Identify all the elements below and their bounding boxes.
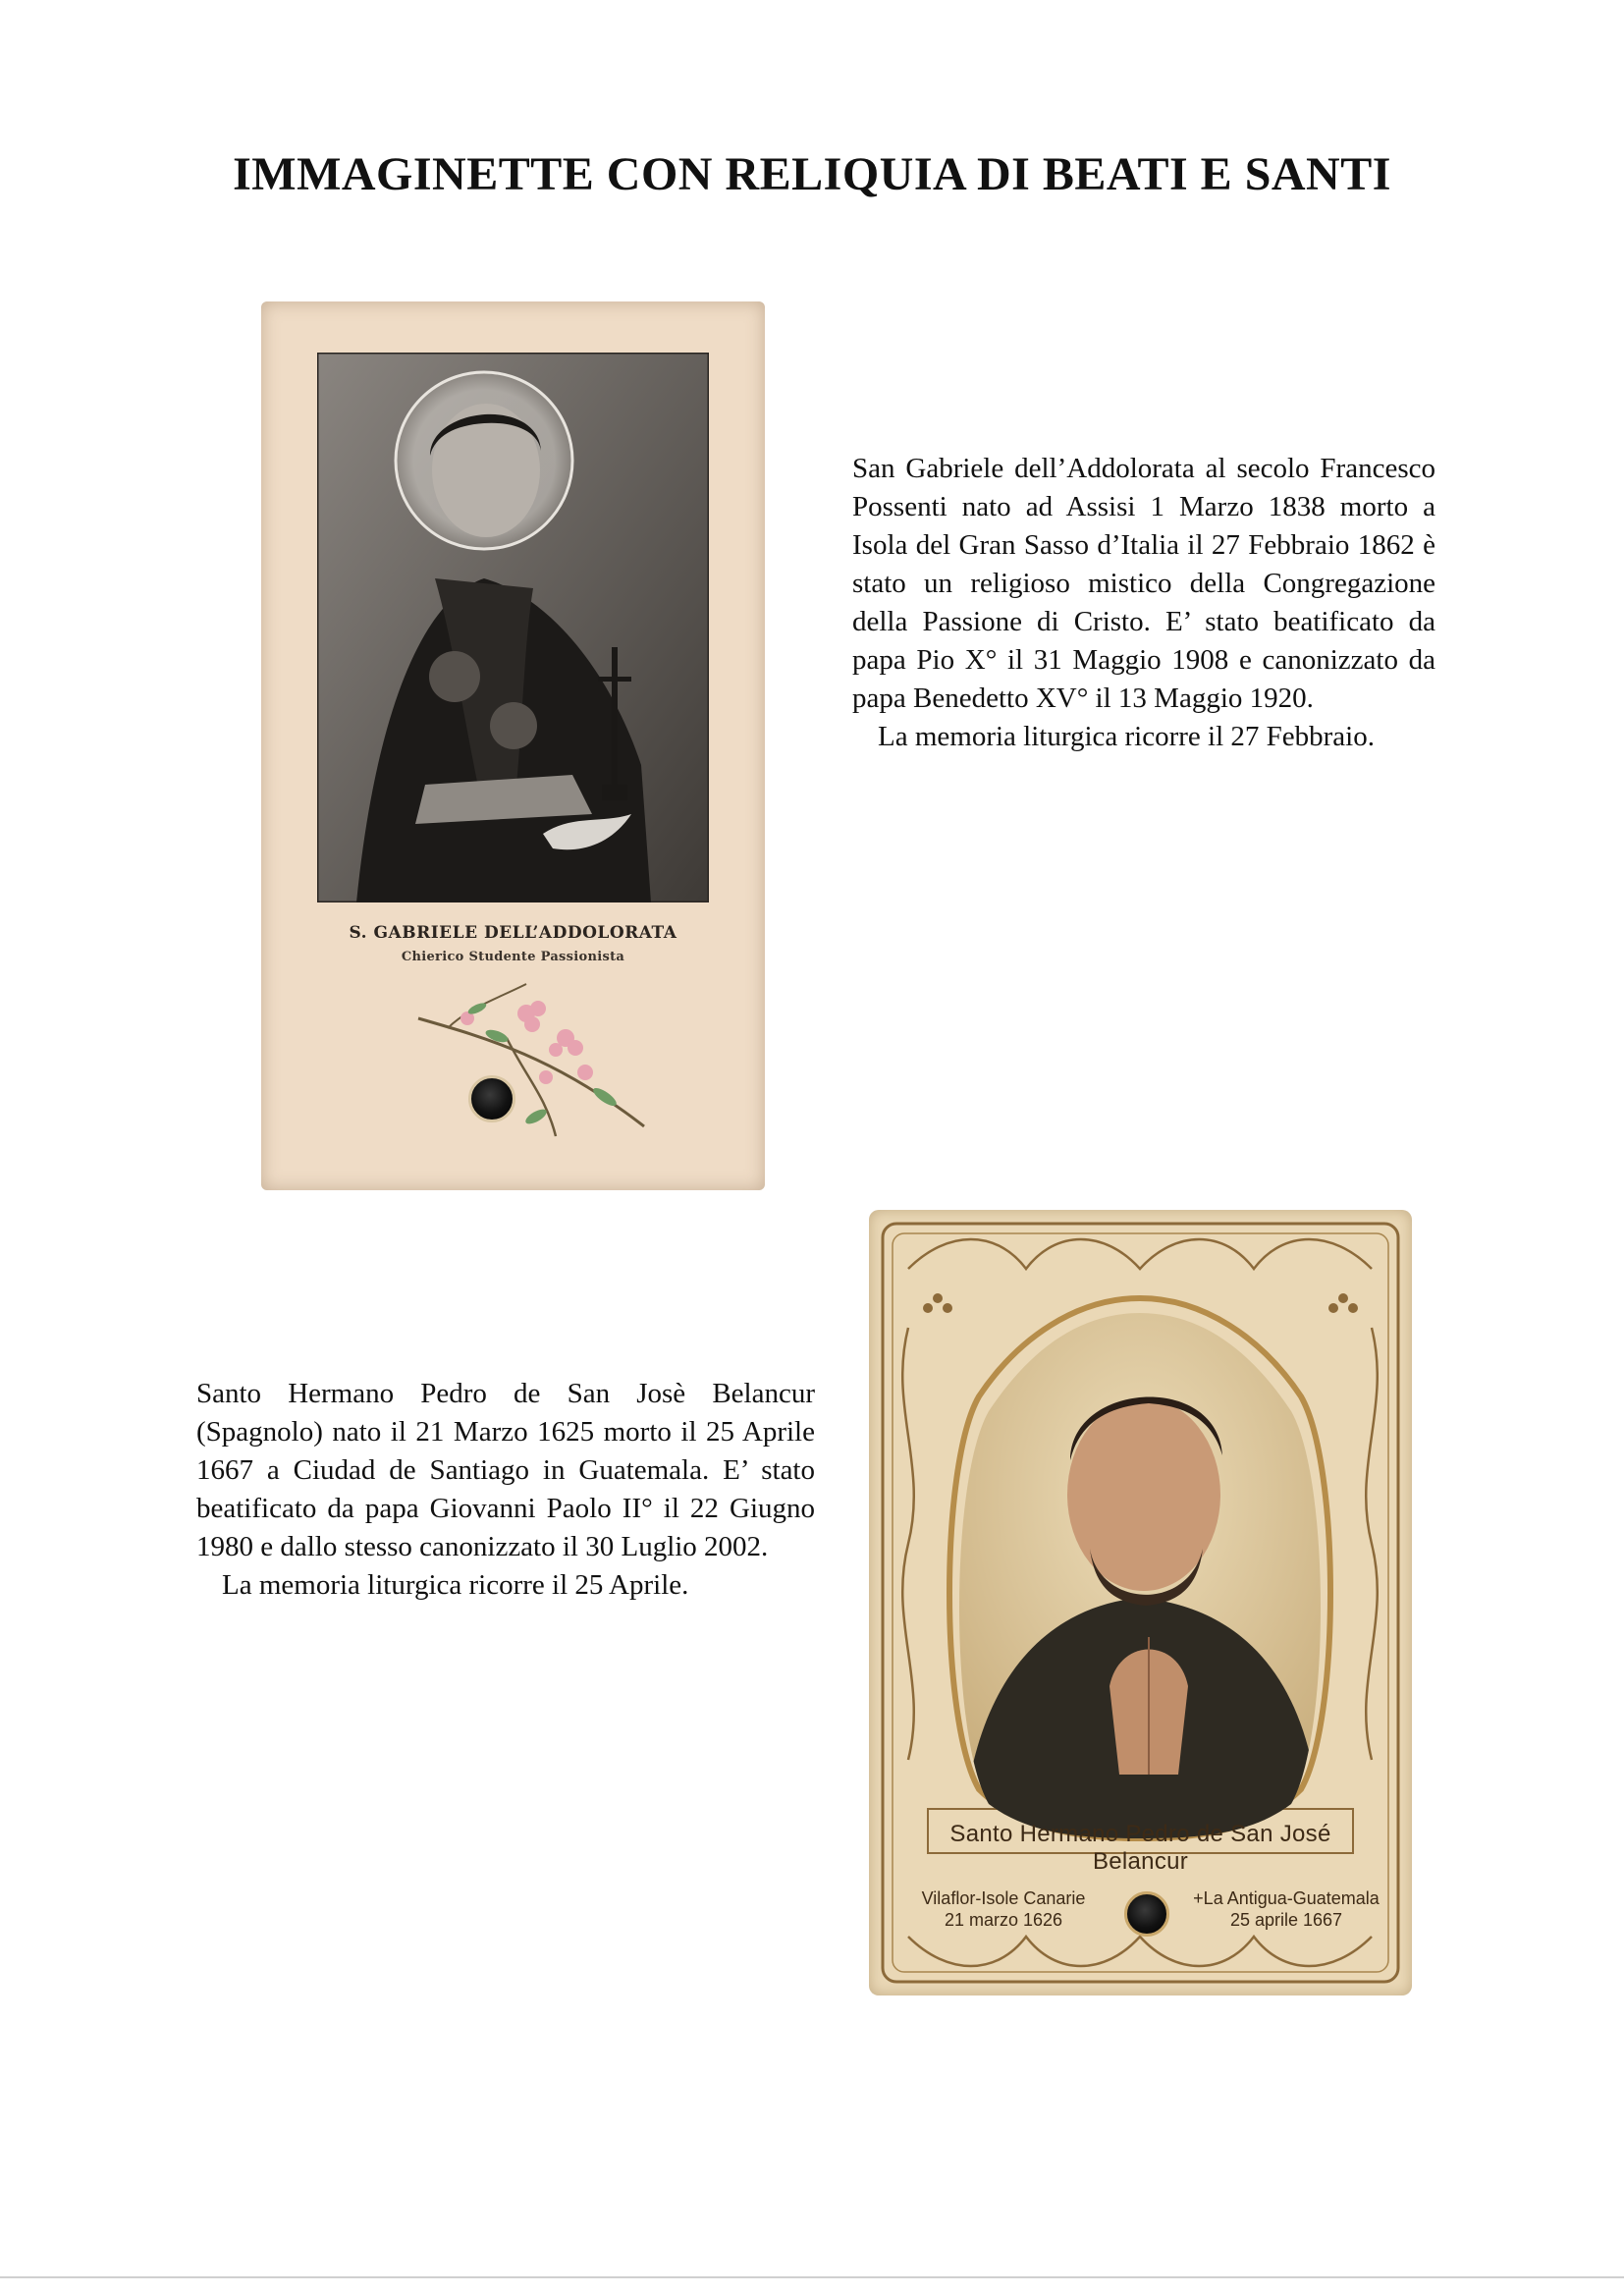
description-hermano bbox=[196, 1375, 815, 1605]
memoria-liturgica: La memoria liturgica ricorre il 25 Aprile. bbox=[222, 1569, 689, 1601]
birth-info bbox=[900, 1887, 1107, 1931]
card-caption-role: Chierico Studente Passionista bbox=[401, 950, 625, 964]
relic-window bbox=[1124, 1891, 1169, 1937]
card-name-banner: Santo Hermano Pedro de San José Belancur bbox=[949, 1821, 1331, 1875]
holy-card-hermano bbox=[869, 1210, 1412, 1995]
description-gabriele bbox=[852, 450, 1435, 756]
description-paragraph: Santo Hermano Pedro de San Josè Belancur (Spagnolo) nato il 21 Marzo 1625 morto il 25 Aprile 1667 a Ciudad de Santiago in Guatemala. E’ stato beatificato da papa Giovanni Paolo II° il 22 Giugno 1980 e dallo stesso canonizzato il 30 Luglio 2002. bbox=[196, 1378, 815, 1562]
saint-gabriele-portrait bbox=[317, 353, 709, 902]
relic-window bbox=[468, 1075, 515, 1122]
saint-hermano-portrait bbox=[952, 1313, 1328, 1838]
death-place: +La Antigua-Guatemala bbox=[1193, 1888, 1380, 1908]
birth-place: Vilaflor-Isole Canarie bbox=[921, 1888, 1086, 1908]
description-paragraph: San Gabriele dell’Addolorata al secolo Francesco Possenti nato ad Assisi 1 Marzo 1838 morto a Isola del Gran Sasso d’Italia il 27 Febbraio 1862 è stato un religioso mistico della Congregazione della Passione di Cristo. E’ stato beatificato da papa Pio X° il 31 Maggio 1908 e canonizzato da papa Benedetto XV° il 13 Maggio 1920. bbox=[852, 453, 1435, 714]
birth-date: 21 marzo 1626 bbox=[944, 1910, 1063, 1930]
memoria-liturgica: La memoria liturgica ricorre il 27 Febbraio. bbox=[878, 721, 1375, 752]
card-caption-name: S. GABRIELE DELL’ADDOLORATA bbox=[349, 923, 677, 943]
page-divider bbox=[0, 2276, 1624, 2278]
holy-card-gabriele bbox=[261, 301, 765, 1190]
flower-branch-decoration bbox=[408, 979, 664, 1146]
page-title: IMMAGINETTE CON RELIQUIA DI BEATI E SANTI bbox=[233, 148, 1391, 200]
death-info bbox=[1183, 1887, 1389, 1931]
death-date: 25 aprile 1667 bbox=[1229, 1910, 1343, 1930]
